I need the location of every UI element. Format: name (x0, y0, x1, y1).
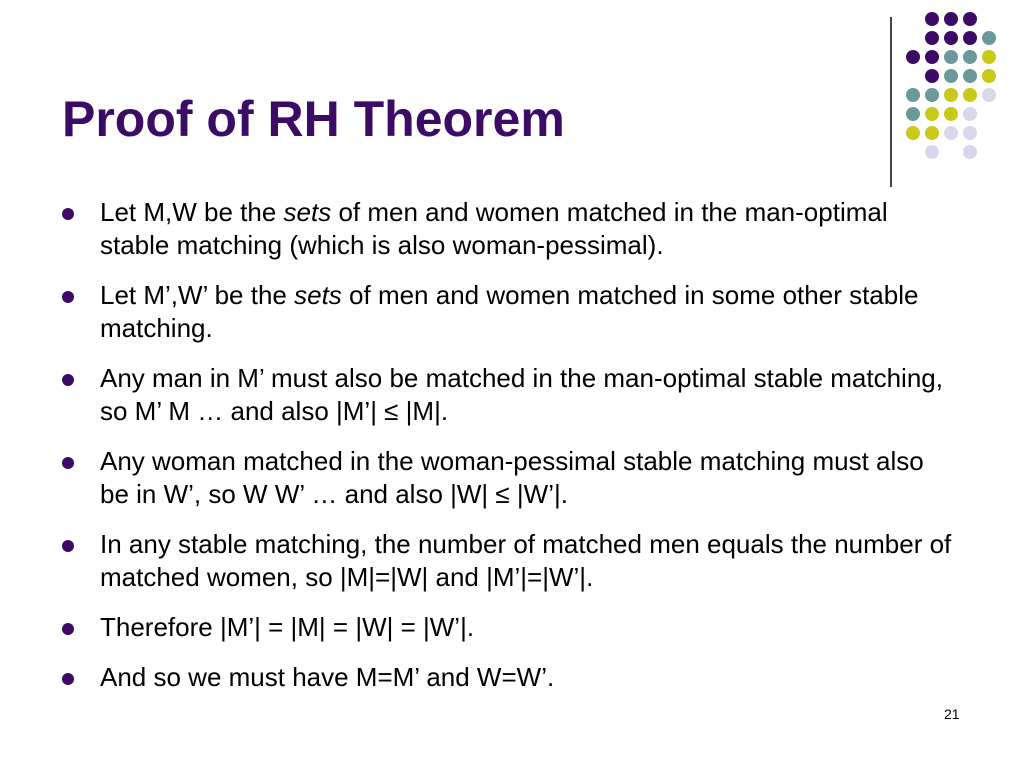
bullet-dot-icon (62, 623, 74, 635)
bullet-text-continued: of men and women matched in the man-optimal stable matching (which is also woman-pessimal). (100, 197, 888, 260)
decorative-dot (925, 31, 939, 45)
decorative-dot (906, 50, 920, 64)
bullet-dot-icon (62, 457, 74, 469)
decorative-dot (925, 88, 939, 102)
bullet-text: Let M,W be the (100, 197, 284, 227)
decorative-dot (963, 145, 977, 159)
decorative-dot (944, 88, 958, 102)
page-number: 21 (944, 706, 960, 722)
decorative-dot (963, 69, 977, 83)
decorative-dot (963, 107, 977, 121)
decorative-dot (925, 126, 939, 140)
decorative-dot (944, 31, 958, 45)
bullet-dot-icon (62, 291, 74, 303)
bullet-item (62, 661, 952, 694)
title-divider-line (890, 17, 892, 187)
decorative-dot (982, 88, 996, 102)
bullet-text: Any man in M’ must also be matched in the man-optimal stable matching, so M’ M … and also |M’| ≤ |M|. (100, 363, 943, 426)
bullet-dot-icon (62, 374, 74, 386)
bullet-list (62, 196, 952, 711)
bullet-dot-icon (62, 540, 74, 552)
decorative-dot (944, 107, 958, 121)
bullet-text: Any woman matched in the woman-pessimal stable matching must also be in W’, so W W’ … and also |W| ≤ |W’|. (100, 446, 924, 509)
bullet-emphasis: sets (283, 197, 332, 227)
decorative-dot (963, 50, 977, 64)
decorative-dot (925, 145, 939, 159)
decorative-dot (982, 50, 996, 64)
decorative-dot (925, 12, 939, 26)
decorative-dot (982, 69, 996, 83)
slide-title: Proof of RH Theorem (62, 91, 565, 147)
decorative-dot (982, 31, 996, 45)
decorative-dot (963, 88, 977, 102)
bullet-item (62, 279, 952, 345)
decorative-dot (944, 69, 958, 83)
bullet-emphasis: sets (294, 280, 342, 310)
bullet-text: In any stable matching, the number of matched men equals the number of matched women, so |M|=|W| and |M’|=|W’|. (100, 529, 952, 592)
bullet-item (62, 445, 952, 511)
decorative-dot (944, 50, 958, 64)
decorative-dot (963, 126, 977, 140)
decorative-dot (963, 12, 977, 26)
bullet-item (62, 196, 952, 262)
bullet-dot-icon (62, 673, 74, 685)
decorative-dot (906, 126, 920, 140)
bullet-text: Let M’,W’ be the (100, 280, 295, 310)
bullet-item (62, 528, 952, 594)
decorative-dot (906, 107, 920, 121)
decorative-dot-grid (906, 12, 1006, 172)
bullet-item (62, 362, 952, 428)
decorative-dot (925, 50, 939, 64)
bullet-text: Therefore |M’| = |M| = |W| = |W’|. (100, 612, 475, 642)
bullet-item (62, 611, 952, 644)
decorative-dot (925, 107, 939, 121)
bullet-text: And so we must have M=M’ and W=W’. (100, 662, 555, 692)
bullet-dot-icon (62, 208, 74, 220)
decorative-dot (944, 12, 958, 26)
decorative-dot (963, 31, 977, 45)
decorative-dot (925, 69, 939, 83)
bullet-text-continued: of men and women matched in some other stable matching. (100, 280, 919, 343)
decorative-dot (906, 88, 920, 102)
decorative-dot (944, 126, 958, 140)
